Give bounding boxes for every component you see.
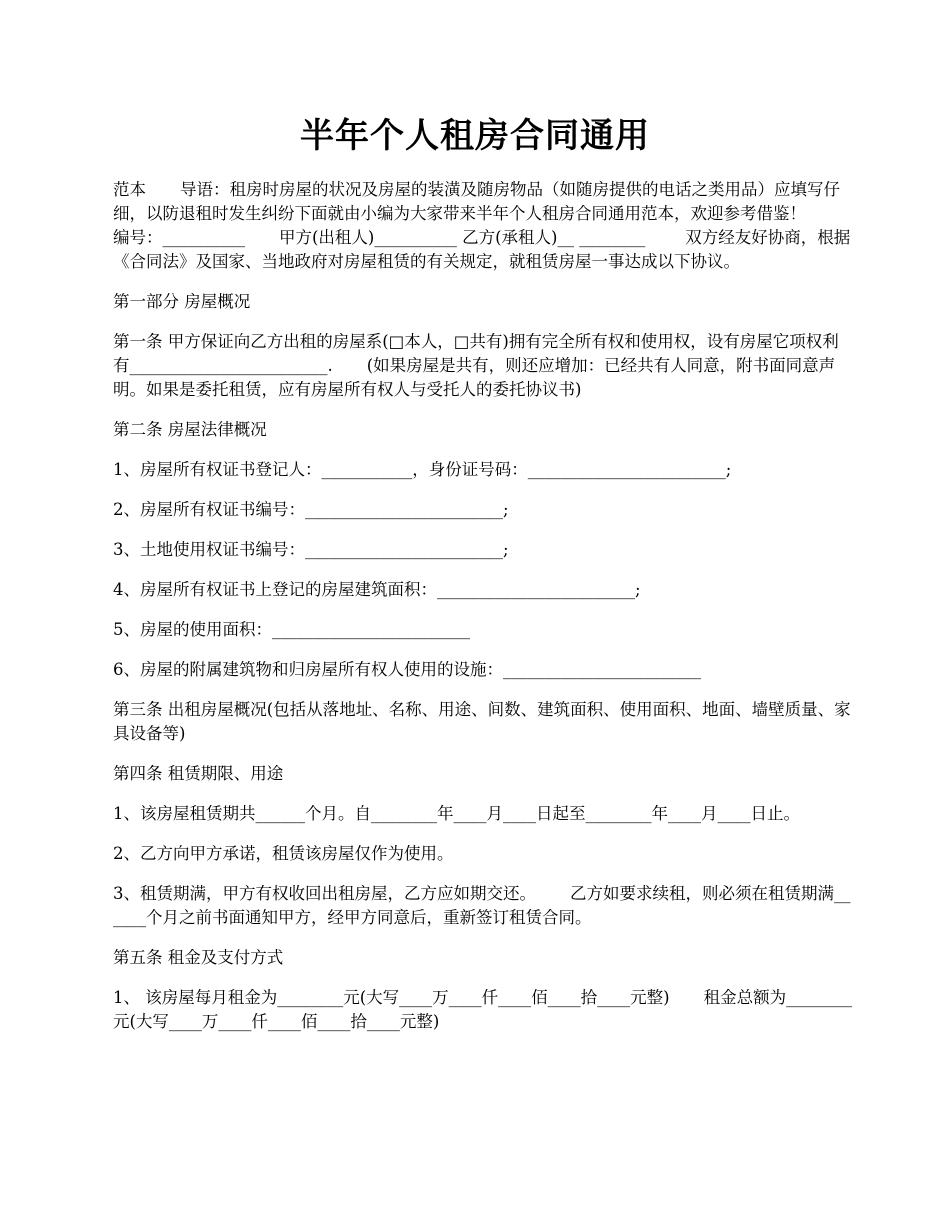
clause-item: 2、房屋所有权证书编号：________________________; [113,500,509,519]
clause-item: 6、房屋的附属建筑物和归房屋所有权人使用的设施：________________________ [113,660,701,679]
intro-part2: 导语：租房时房屋的状况及房屋的装潢及随房物品（如随房提供的电话之类用品）应填写仔细，以防退租时发生纠纷下面就由小编为大家带来半年个人租房合同通用范本，欢迎参考借鉴！ [113,180,840,223]
article-heading: 第三条 出租房屋概况(包括从落地址、名称、用途、间数、建筑面积、使用面积、地面、墙壁质量、家具设备等) [113,700,851,743]
intro-part4: 甲方(出租人)__________ 乙方(承租人)__ ________ [279,228,646,247]
intro-part5: 双方经友好协商，根据《合同法》及国家、当地政府对房屋租赁的有关规定，就租赁房屋一事达成以下协议。 [113,228,851,271]
article-1-text: 第一条 甲方保证向乙方出租的房屋系(□本人，□共有)拥有完全所有权和使用权，设有房屋它项权利有________________________. [113,332,839,375]
section-heading: 第一部分 房屋概况 [113,292,251,311]
article-heading: 第二条 房屋法律概况 [113,420,267,439]
clause-item: 1、该房屋租赁期共______个月。自________年____月____日起至________年____月____日止。 [113,804,800,823]
clause-item: 2、乙方向甲方承诺，租赁该房屋仅作为使用。 [113,844,454,863]
article-1-paragraph [113,330,853,402]
intro-part3: 编号：__________ [113,228,245,247]
clause-item: 4、房屋所有权证书上登记的房屋建筑面积：________________________; [113,580,641,599]
clause-item: 5、房屋的使用面积：________________________ [113,620,470,639]
document-title: 半年个人租房合同通用 [300,116,650,156]
term-3-paragraph [113,882,853,930]
clause-item: 3、土地使用权证书编号：________________________; [113,540,509,559]
rent-paragraph [113,986,853,1034]
article-heading: 第四条 租赁期限、用途 [113,764,284,783]
document-body [113,178,853,1050]
term-3-part2: 乙方如要求续租，则必须在租赁期满______个月之前书面通知甲方，经甲方同意后，重新签订租赁合同。 [113,884,851,927]
intro-part1: 范本 [113,180,146,199]
rent-part1: 1、 该房屋每月租金为________元(大写____万____仟____佰____拾____元整) [113,988,670,1007]
article-1-note: (如果房屋是共有，则还应增加：已经共有人同意，附书面同意声明。如果是委托租赁，应有房屋所有权人与受托人的委托协议书) [113,356,836,399]
article-heading: 第五条 租金及支付方式 [113,948,284,967]
term-3-part1: 3、租赁期满，甲方有权收回出租房屋，乙方应如期交还。 [113,884,536,903]
rent-part2: 租金总额为________元(大写____万____仟____佰____拾____元整) [113,988,853,1031]
clause-item: 1、房屋所有权证书登记人：___________，身份证号码：________________________; [113,460,732,479]
intro-paragraph [113,178,853,274]
